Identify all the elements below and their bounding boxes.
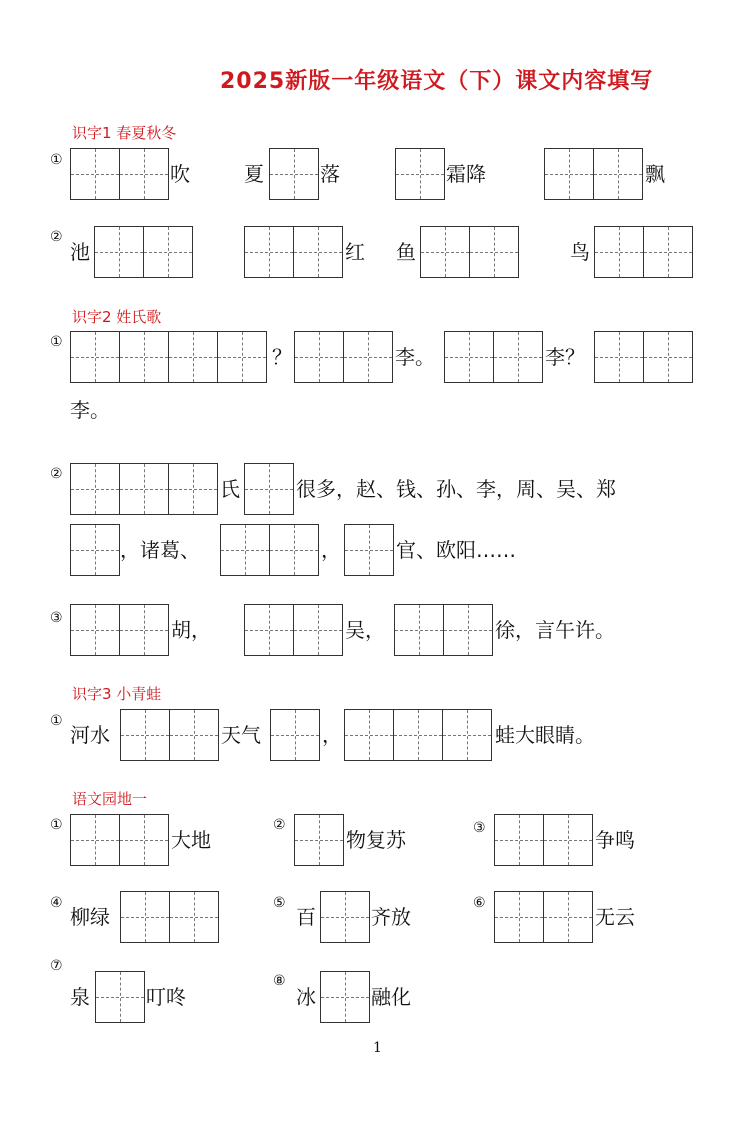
writing-grid[interactable] — [594, 226, 693, 278]
text: 百 — [296, 905, 316, 929]
text: 泉 — [70, 985, 90, 1009]
writing-grid[interactable] — [594, 331, 693, 383]
section-heading: 识字3 小青蛙 — [72, 685, 162, 703]
item-number: ④ — [50, 895, 63, 911]
text: 河水 — [70, 723, 110, 747]
item-number: ⑦ — [50, 958, 63, 974]
writing-grid[interactable] — [494, 891, 593, 943]
writing-grid[interactable] — [70, 463, 218, 515]
text: 齐放 — [371, 905, 411, 929]
section-heading: 语文园地一 — [72, 790, 148, 808]
item-number: ① — [50, 713, 63, 729]
text: 叮咚 — [146, 985, 186, 1009]
text: 冰 — [296, 985, 316, 1009]
writing-grid[interactable] — [544, 148, 643, 200]
writing-grid[interactable] — [444, 331, 543, 383]
text: 很多，赵、钱、孙、李，周、吴、郑 — [296, 477, 616, 501]
writing-grid[interactable] — [394, 604, 493, 656]
writing-grid[interactable] — [70, 604, 169, 656]
text: 大地 — [171, 828, 211, 852]
item-number: ② — [50, 229, 63, 245]
text: 李？ — [545, 345, 585, 369]
text: ， — [322, 723, 342, 747]
item-number: ⑧ — [273, 973, 286, 989]
item-number: ① — [50, 152, 63, 168]
text: 霜降 — [446, 162, 486, 186]
writing-grid[interactable] — [94, 226, 193, 278]
text: 柳绿 — [70, 905, 110, 929]
writing-grid[interactable] — [294, 331, 393, 383]
text: 官、欧阳…… — [396, 538, 516, 562]
writing-grid[interactable] — [320, 971, 370, 1023]
writing-grid[interactable] — [320, 891, 370, 943]
text: 夏 — [244, 162, 264, 186]
writing-grid[interactable] — [120, 891, 219, 943]
text: 红 — [345, 240, 365, 264]
text: 胡， — [171, 618, 211, 642]
writing-grid[interactable] — [344, 709, 492, 761]
writing-grid[interactable] — [344, 524, 394, 576]
writing-grid[interactable] — [70, 331, 267, 383]
writing-grid[interactable] — [395, 148, 445, 200]
writing-grid[interactable] — [270, 709, 320, 761]
text: 吴， — [345, 618, 385, 642]
text: 蛙大眼睛。 — [495, 723, 595, 747]
writing-grid[interactable] — [244, 226, 343, 278]
writing-grid[interactable] — [269, 148, 319, 200]
item-number: ③ — [473, 820, 486, 836]
writing-grid[interactable] — [494, 814, 593, 866]
writing-grid[interactable] — [70, 148, 169, 200]
item-number: ① — [50, 334, 63, 350]
text: 飘 — [645, 162, 665, 186]
text: 鱼 — [396, 240, 416, 264]
page-number: 1 — [373, 1040, 382, 1056]
page-title: 2025新版一年级语文（下）课文内容填写 — [220, 69, 654, 94]
text: 徐，言午许。 — [495, 618, 615, 642]
text: 鸟 — [570, 240, 590, 264]
item-number: ② — [50, 466, 63, 482]
text: 李。 — [395, 345, 435, 369]
text: 落 — [320, 162, 340, 186]
item-number: ⑥ — [473, 895, 486, 911]
item-number: ⑤ — [273, 895, 286, 911]
text: 池 — [70, 240, 90, 264]
item-number: ③ — [50, 610, 63, 626]
text: ？ — [272, 345, 292, 369]
section-heading: 识字2 姓氏歌 — [72, 308, 162, 326]
writing-grid[interactable] — [220, 524, 319, 576]
item-number: ② — [273, 817, 286, 833]
text: ， — [321, 538, 341, 562]
text: 天气 — [221, 723, 261, 747]
writing-grid[interactable] — [244, 604, 343, 656]
text: 氏 — [220, 477, 240, 501]
text: 物复苏 — [346, 828, 406, 852]
writing-grid[interactable] — [95, 971, 145, 1023]
item-number: ① — [50, 817, 63, 833]
writing-grid[interactable] — [70, 814, 169, 866]
text: 无云 — [595, 905, 635, 929]
text: 融化 — [371, 985, 411, 1009]
text: ，诸葛、 — [120, 538, 200, 562]
writing-grid[interactable] — [244, 463, 294, 515]
text: 李。 — [70, 398, 110, 422]
text: 争鸣 — [595, 828, 635, 852]
writing-grid[interactable] — [120, 709, 219, 761]
writing-grid[interactable] — [294, 814, 344, 866]
writing-grid[interactable] — [420, 226, 519, 278]
section-heading: 识字1 春夏秋冬 — [72, 124, 177, 142]
writing-grid[interactable] — [70, 524, 120, 576]
text: 吹 — [170, 162, 190, 186]
